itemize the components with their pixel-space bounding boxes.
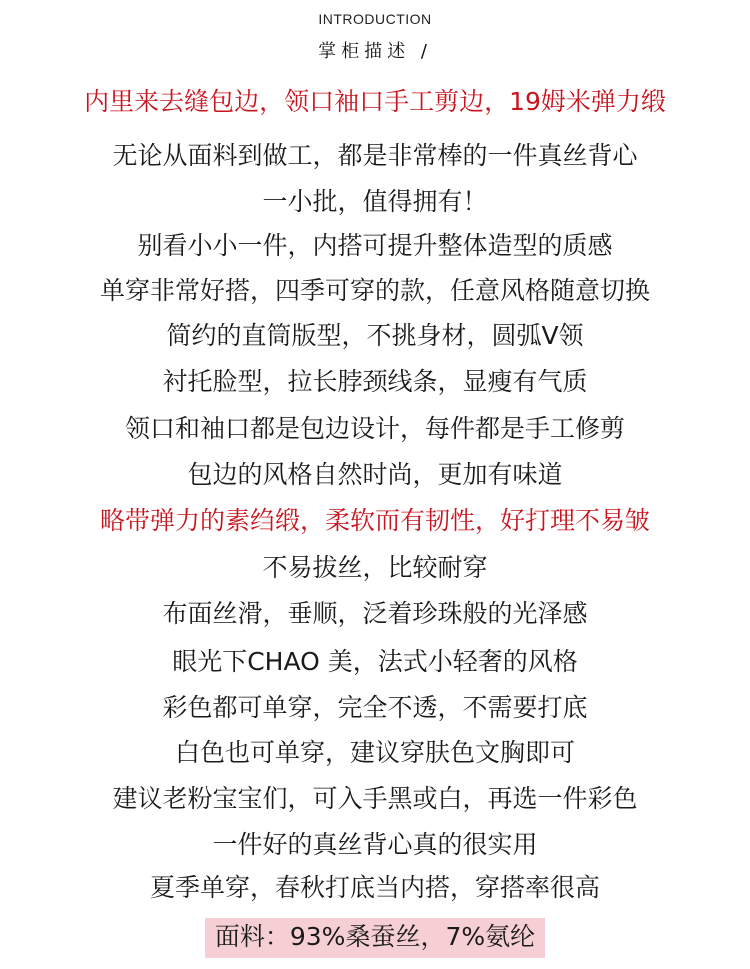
description-line: 不易拔丝，比较耐穿 <box>262 553 488 582</box>
description-line: 眼光下CHAO 美，法式小轻奢的风格 <box>172 647 578 676</box>
description-line: 一小批，值得拥有！ <box>262 187 488 216</box>
description-line: 无论从面料到做工，都是非常棒的一件真丝背心 <box>112 141 638 170</box>
description-line: 包边的风格自然时尚，更加有味道 <box>187 460 563 489</box>
description-line: 内里来去缝包边，领口袖口手工剪边，19姆米弹力缎 <box>84 87 666 116</box>
description-line: 一件好的真丝背心真的很实用 <box>212 830 538 859</box>
fabric-composition-label: 面料：93%桑蚕丝，7%氨纶 <box>205 918 545 958</box>
section-subtitle: 掌柜描述 / <box>318 41 432 62</box>
description-line: 彩色都可单穿，完全不透，不需要打底 <box>162 693 588 722</box>
description-line: 衬托脸型，拉长脖颈线条，显瘦有气质 <box>162 367 588 396</box>
description-line: 单穿非常好搭，四季可穿的款，任意风格随意切换 <box>99 276 650 305</box>
section-eyebrow: INTRODUCTION <box>318 11 432 27</box>
description-line: 夏季单穿，春秋打底当内搭，穿搭率很高 <box>149 873 600 902</box>
description-line: 建议老粉宝宝们，可入手黑或白，再选一件彩色 <box>112 784 638 813</box>
description-line: 布面丝滑，垂顺，泛着珍珠般的光泽感 <box>162 599 588 628</box>
fabric-composition <box>0 918 750 958</box>
description-line: 简约的直筒版型，不挑身材，圆弧V领 <box>166 321 584 350</box>
description-line: 领口和袖口都是包边设计，每件都是手工修剪 <box>124 414 625 443</box>
description-line: 白色也可单穿，建议穿肤色文胸即可 <box>174 738 575 767</box>
description-line: 别看小小一件，内搭可提升整体造型的质感 <box>137 231 613 260</box>
description-line: 略带弹力的素绉缎，柔软而有韧性，好打理不易皱 <box>99 506 650 535</box>
